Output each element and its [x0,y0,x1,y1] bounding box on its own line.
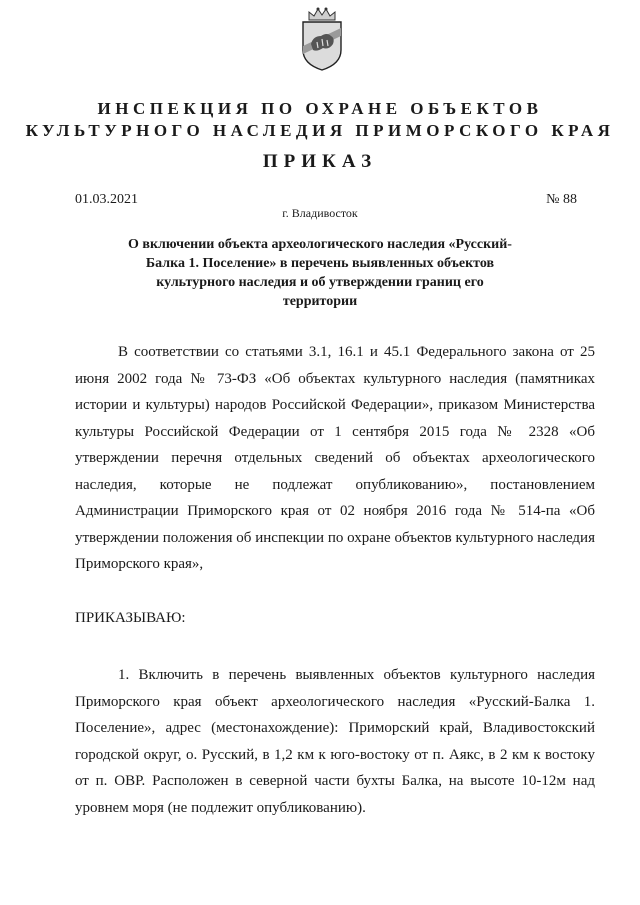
organization-name-line2: КУЛЬТУРНОГО НАСЛЕДИЯ ПРИМОРСКОГО КРАЯ [25,121,615,140]
order-word: ПРИКАЗЫВАЮ: [75,610,186,626]
preamble-paragraph: В соответствии со статьями 3.1, 16.1 и 45.1 Федерального закона от 25 июня 2002 года № 73-ФЗ «Об объектах культурного наследия (памятниках истории и культуры) народов Российской Федерации», приказом Министерства культуры Российской Федерации от 1 сентября 2015 года № 2328 «Об утверждении перечня отдельных сведений об объектах археологического наследия, которые не подлежат опубликованию», постановлением Администрации Приморского края от 02 ноября 2016 года № 514-па «Об утверждении положения об инспекции по охране объектов культурного наследия Приморского края», [75,344,595,572]
order-item-1: 1. Включить в перечень выявленных объектов культурного наследия Приморского края объект археологического наследия «Русский-Балка 1. Поселение», адрес (местонахождение): Приморский край, Владивостокский городской округ, о. Русский, в 1,2 км к юго-востоку от п. Аякс, в 2 км к востоку от п. ОВР. Расположен в северной части бухты Балка, на высоте 10-12м над уровнем моря (не подлежит опубликованию). [75,667,595,816]
document-city: г. Владивосток [282,206,358,220]
document-title: О включении объекта археологического наследия «Русский-Балка 1. Поселение» в перечень выявленных объектов культурного наследия и об утверждении границ его территории [128,237,512,309]
coat-of-arms-icon [297,6,347,72]
document-type: ПРИКАЗ [262,151,378,172]
document-number: № 88 [546,192,577,207]
organization-name-line1: ИНСПЕКЦИЯ ПО ОХРАНЕ ОБЪЕКТОВ [97,99,543,118]
document-date: 01.03.2021 [75,192,138,207]
